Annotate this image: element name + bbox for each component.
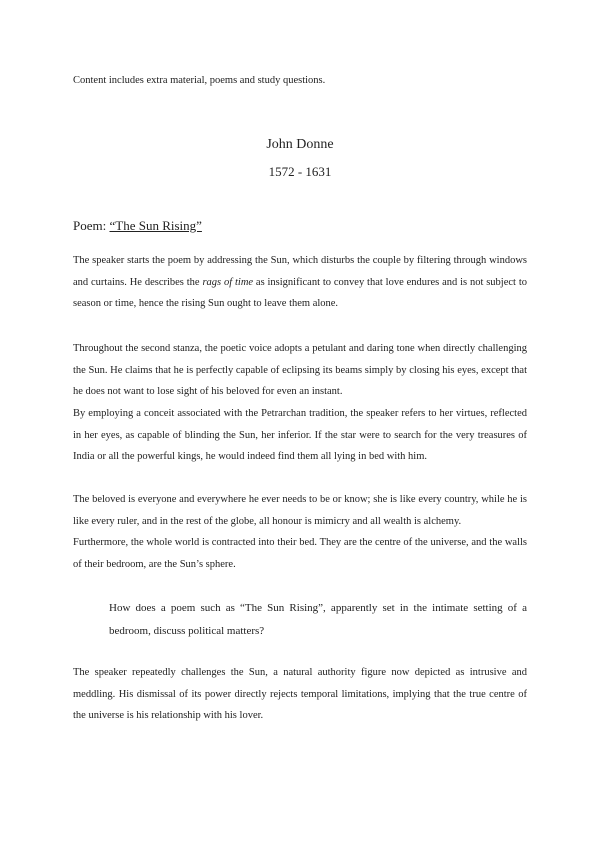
poem-title: “The Sun Rising” bbox=[109, 218, 202, 233]
paragraph-1 bbox=[73, 250, 527, 315]
paragraph-6: The speaker repeatedly challenges the Sun, a natural authority figure now depicted as intrusive and meddling. His dismissal of its power directly rejects temporal limitations, implying that the true centre of the universe is his relationship with his lover. bbox=[73, 667, 527, 721]
paragraph-2: Throughout the second stanza, the poetic voice adopts a petulant and daring tone when directly challenging the Sun. He claims that he is perfectly capable of eclipsing its beams simply by closing his eyes, except that he does not want to lose sight of his beloved for even an instant. bbox=[73, 343, 527, 397]
paragraph-1-part-a: The speaker starts the poem by addressing the Sun, which disturbs the couple by filtering through windows and curtains. He describes the bbox=[73, 255, 527, 288]
paragraph-1-part-b: as insignificant to convey that love endures and is not subject to season or time, hence the rising Sun ought to leave them alone. bbox=[73, 276, 527, 309]
intro-note: Content includes extra material, poems and study questions. bbox=[73, 75, 326, 86]
poem-heading-label: Poem: bbox=[73, 218, 110, 233]
author-dates: 1572 - 1631 bbox=[268, 164, 332, 179]
paragraph-4: The beloved is everyone and everywhere he ever needs to be or know; she is like every country, while he is like every ruler, and in the rest of the globe, all honour is mimicry and all wealth is alchemy. bbox=[73, 494, 527, 527]
poem-heading bbox=[73, 217, 202, 235]
paragraph-1-emphasis: rags of time bbox=[202, 276, 254, 288]
paragraph-5: Furthermore, the whole world is contracted into their bed. They are the centre of the universe, and the walls of their bedroom, are the Sun’s sphere. bbox=[73, 537, 527, 570]
author-name: John Donne bbox=[266, 137, 334, 152]
study-question: How does a poem such as “The Sun Rising”, apparently set in the intimate setting of a bedroom, discuss political matters? bbox=[109, 602, 527, 637]
paragraph-3: By employing a conceit associated with the Petrarchan tradition, the speaker refers to her virtues, reflected in her eyes, as capable of blinding the Sun, her inferior. If the star were to search for the very treasures of India or all the powerful kings, he would indeed find them all lying in bed with him. bbox=[73, 408, 527, 462]
